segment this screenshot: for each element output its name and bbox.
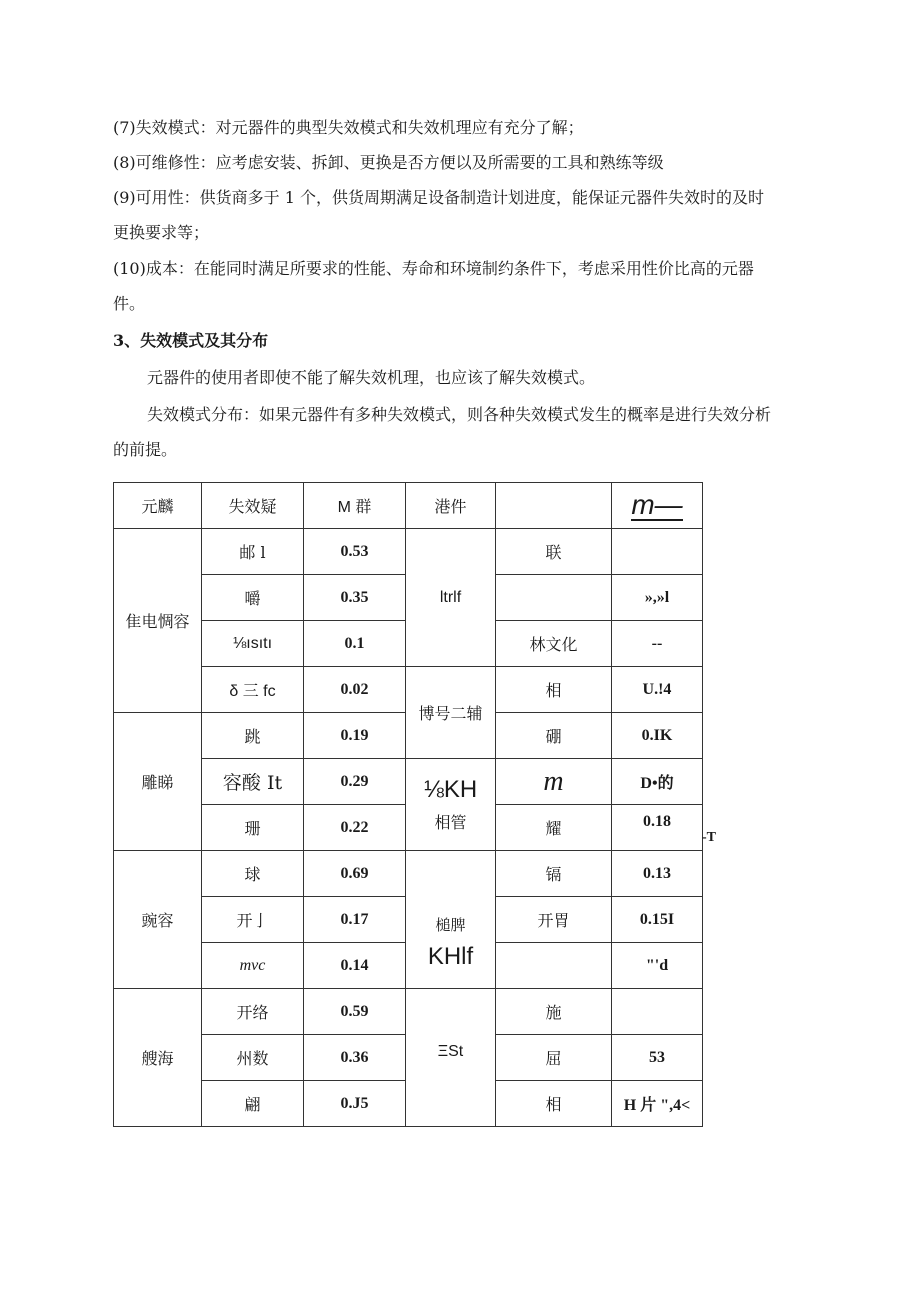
mode-cell: 翩	[202, 1081, 304, 1127]
component-name-sub: KHlf	[427, 942, 474, 970]
prob-cell: 0.02	[304, 667, 406, 713]
mode-cell: 嚼	[202, 575, 304, 621]
mode-cell	[496, 943, 612, 989]
mode-cell: 开络	[202, 989, 304, 1035]
mode-cell: 镉	[496, 851, 612, 897]
mode-cell: 州数	[202, 1035, 304, 1081]
component-cell: 博号二辅	[406, 667, 496, 759]
failure-mode-table	[113, 482, 716, 1127]
header-cell	[612, 483, 703, 529]
prob-cell: --	[612, 621, 703, 667]
mode-cell	[202, 759, 304, 805]
header-cell: 元麟	[114, 483, 202, 529]
prob-cell: 0.35	[304, 575, 406, 621]
component-cell: ltrlf	[406, 529, 496, 667]
header-cell	[496, 483, 612, 529]
prob-cell: 0.17	[304, 897, 406, 943]
para-failure-mode: (7)失效模式：对元器件的典型失效模式和失效机理应有充分了解；	[113, 118, 584, 137]
empty-cell	[406, 851, 496, 897]
prob-cell: 0.15I	[612, 897, 703, 943]
mode-cell: 屈	[496, 1035, 612, 1081]
prob-text: 0.18	[643, 813, 671, 830]
mode-cell: m	[496, 759, 612, 805]
component-cell: 豌容	[114, 851, 202, 989]
prob-cell: H 片 ",4<	[612, 1081, 703, 1127]
mode-cell: 跳	[202, 713, 304, 759]
mode-cell: 开胃	[496, 897, 612, 943]
prob-cell: 0.IK	[612, 713, 703, 759]
mode-cell: 邮 l	[202, 529, 304, 575]
body-text-1: 元器件的使用者即使不能了解失效机理，也应该了解失效模式。	[147, 368, 596, 387]
para-availability-line2: 更换要求等；	[113, 223, 210, 242]
component-cell: 艘海	[114, 989, 202, 1127]
prob-cell: U.!4	[612, 667, 703, 713]
table-row	[114, 1035, 703, 1081]
table-row	[114, 989, 703, 1035]
empty-cell	[406, 989, 496, 1035]
table-row	[114, 759, 703, 805]
prob-cell: 0.59	[304, 989, 406, 1035]
mode-cell: 球	[202, 851, 304, 897]
prob-cell: 0.29	[304, 759, 406, 805]
mode-cell: δ 三 fc	[202, 667, 304, 713]
component-cell	[406, 759, 496, 851]
mode-cell: mvc	[202, 943, 304, 989]
component-cell: 隹电惆容	[114, 529, 202, 713]
header-cell: 港件	[406, 483, 496, 529]
mode-cell: 联	[496, 529, 612, 575]
prob-cell	[612, 989, 703, 1035]
para-cost-line1: (10)成本：在能同时满足所要求的性能、寿命和环境制约条件下，考虑采用性价比高的元器	[113, 259, 754, 278]
prob-cell: 0.1	[304, 621, 406, 667]
mode-text: 容酸 It	[222, 772, 283, 794]
component-cell: ΞSt	[406, 1035, 496, 1127]
component-name-sub: 相管	[434, 813, 467, 832]
prob-cell: »,»l	[612, 575, 703, 621]
table-row	[114, 897, 703, 943]
para-availability-line1: (9)可用性：供货商多于 1 个，供货周期满足设备制造计划进度，能保证元器件失效时的及时	[113, 188, 765, 207]
table-row	[114, 529, 703, 575]
mode-cell: 相	[496, 1081, 612, 1127]
prob-cell: 0.J5	[304, 1081, 406, 1127]
mode-cell: 硼	[496, 713, 612, 759]
side-mark: -T	[702, 830, 716, 845]
prob-cell	[612, 805, 716, 851]
prob-cell: "'d	[612, 943, 703, 989]
component-name: ⅛KH	[423, 776, 478, 803]
prob-cell: 0.14	[304, 943, 406, 989]
body-text-2-line2: 的前提。	[113, 440, 178, 459]
prob-cell: 0.36	[304, 1035, 406, 1081]
header-cell: 失效疑	[202, 483, 304, 529]
mode-cell: 珊	[202, 805, 304, 851]
mode-cell: 林文化	[496, 621, 612, 667]
table-header-row	[114, 483, 703, 529]
body-text-2-line1: 失效模式分布：如果元器件有多种失效模式，则各种失效模式发生的概率是进行失效分析	[147, 405, 772, 424]
prob-cell	[612, 529, 703, 575]
prob-cell: 0.69	[304, 851, 406, 897]
mode-cell: ⅛ısıtı	[202, 621, 304, 667]
prob-cell: D•的	[612, 759, 703, 805]
para-cost-line2: 件。	[113, 294, 146, 313]
para-maintainability: (8)可维修性：应考虑安装、拆卸、更换是否方便以及所需要的工具和熟练等级	[113, 153, 664, 172]
prob-cell: 0.13	[612, 851, 703, 897]
mode-cell: 耀	[496, 805, 612, 851]
mode-cell	[496, 575, 612, 621]
prob-cell: 0.22	[304, 805, 406, 851]
header-cell: M 群	[304, 483, 406, 529]
component-name: 槌脾	[435, 915, 466, 934]
prob-cell: 53	[612, 1035, 703, 1081]
header-glyph: m—	[631, 488, 683, 520]
component-cell	[406, 897, 496, 989]
section-heading: 3、失效模式及其分布	[113, 331, 269, 350]
prob-cell: 0.19	[304, 713, 406, 759]
table-row	[114, 851, 703, 897]
component-cell: 雕睇	[114, 713, 202, 851]
mode-cell: 施	[496, 989, 612, 1035]
table-row	[114, 667, 703, 713]
mode-cell: 开亅	[202, 897, 304, 943]
mode-cell: 相	[496, 667, 612, 713]
prob-cell: 0.53	[304, 529, 406, 575]
